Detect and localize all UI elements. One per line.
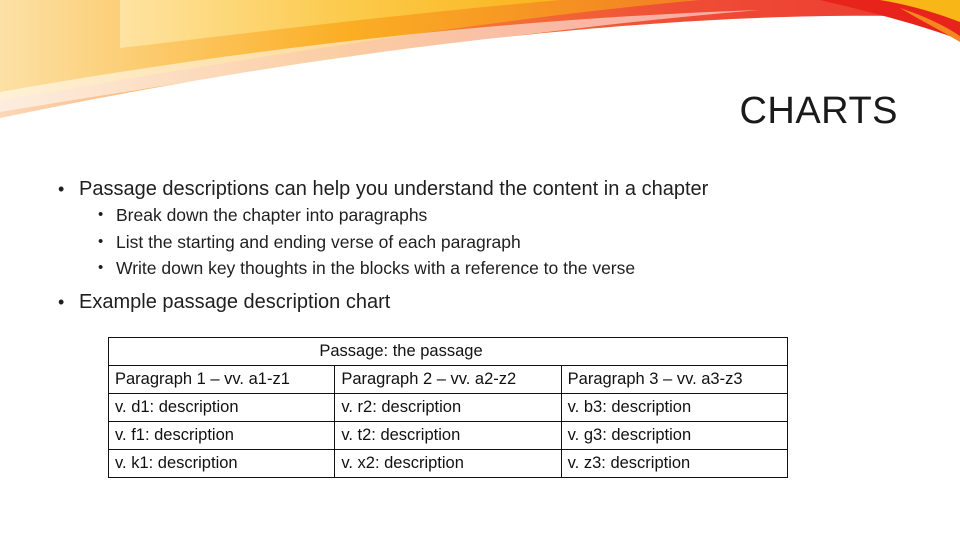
table-cell: v. t2: description [335, 422, 561, 450]
table-cell: Paragraph 1 – vv. a1-z1 [109, 366, 335, 394]
bullet-item: • Example passage description chart [58, 289, 938, 315]
table-cell: v. f1: description [109, 422, 335, 450]
table-row [109, 450, 788, 478]
table-cell: v. r2: description [335, 394, 561, 422]
bullet-list [58, 176, 938, 315]
sub-bullet-item: • List the starting and ending verse of each paragraph [58, 229, 938, 256]
table-cell: v. d1: description [109, 394, 335, 422]
table-cell: v. x2: description [335, 450, 561, 478]
table-cell: v. b3: description [561, 394, 787, 422]
slide-title: CHARTS [739, 90, 898, 132]
table-cell: v. z3: description [561, 450, 787, 478]
table-cell: v. g3: description [561, 422, 787, 450]
table-row [109, 394, 788, 422]
table-cell: Paragraph 3 – vv. a3-z3 [561, 366, 787, 394]
passage-chart [108, 337, 788, 478]
bullet-item: • Passage descriptions can help you understand the content in a chapter [58, 176, 938, 202]
table-row [109, 366, 788, 394]
sub-bullet-item: • Break down the chapter into paragraphs [58, 202, 938, 229]
spacer [58, 282, 938, 289]
table-cell: Paragraph 2 – vv. a2-z2 [335, 366, 561, 394]
table-header-row [109, 338, 788, 366]
table-row [109, 422, 788, 450]
table-header: Passage: the passage [109, 338, 788, 366]
sub-bullet-item: • Write down key thoughts in the blocks with a reference to the verse [58, 255, 938, 282]
table-cell: v. k1: description [109, 450, 335, 478]
